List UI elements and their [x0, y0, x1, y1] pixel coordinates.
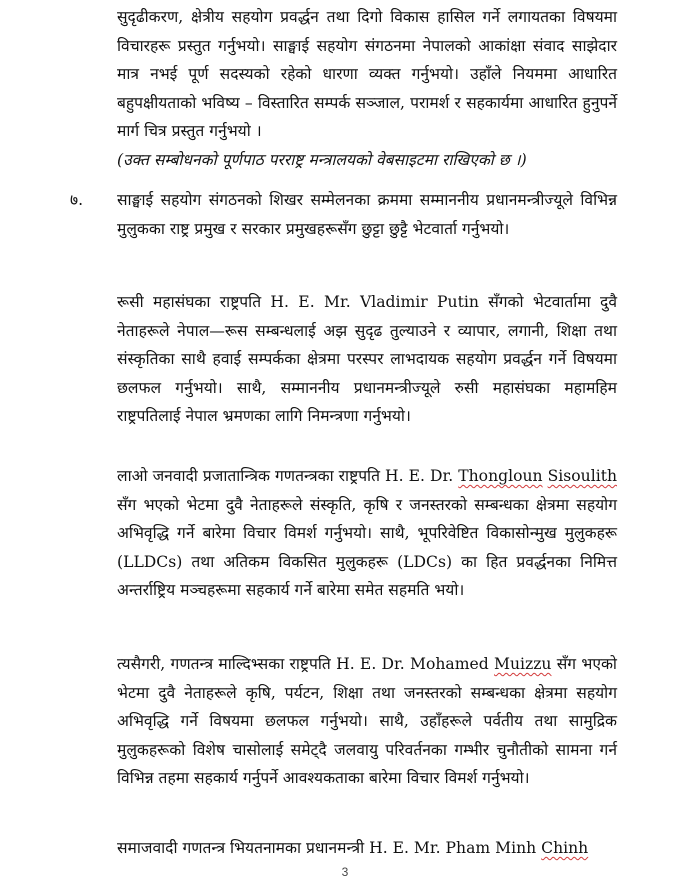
spellcheck-word: Sisoulith [547, 467, 617, 485]
paragraph-top-text: सुदृढीकरण, क्षेत्रीय सहयोग प्रवर्द्धन तथा दिगो विकास हासिल गर्ने लगायतका विषयमा विचारहरू प्रस्तुत गर्नुभयो। साङ्घाई सहयोग संगठनमा नेपालको आकांक्षा संवाद साझेदार मात्र नभई पूर्ण सदस्यको रहेको धारणा व्यक्त गर्नुभयो। उहाँले नियममा आधारित बहुपक्षीयताको भविष्य – विस्तारित सम्पर्क सञ्जाल, परामर्श र सहकार्यमा आधारित हुनुपर्ने मार्ग चित्र प्रस्तुत गर्नुभयो । [117, 8, 617, 141]
spellcheck-word: Chinh [541, 839, 589, 857]
paragraph-russia: रूसी महासंघका राष्ट्रपति H. E. Mr. Vladimir Putin सँगको भेटवार्तामा दुवै नेताहरूले नेपाल—रूस सम्बन्धलाई अझ सुदृढ तुल्याउने र व्यापार, लगानी, शिक्षा तथा संस्कृतिका साथै हवाई सम्पर्कका क्षेत्रमा परस्पर लाभदायक सहयोग प्रवर्द्धन गर्ने विषयमा छलफल गर्नुभयो। साथै, सम्माननीय प्रधानमन्त्रीज्यूले रुसी महासंघका महामहिम राष्ट्रपतिलाई नेपाल भ्रमणका लागि निमन्त्रणा गर्नुभयो। [117, 293, 617, 426]
paragraph-laos: लाओ जनवादी प्रजातान्त्रिक गणतन्त्रका राष्ट्रपति H. E. Dr. Thongloun Sisoulith सँग भएको भेटमा दुवै नेताहरूले संस्कृति, कृषि र जनस्तरको सम्बन्धका क्षेत्रमा सहयोग अभिवृद्धि गर्ने बारेमा विचार विमर्श गर्नुभयो। साथै, भूपरिवेष्टित विकासोन्मुख मुलुकहरू (LLDCs) तथा अतिकम विकसित मुलुकहरू (LDCs) का हित प्रवर्द्धनका निमित्त अन्तर्राष्ट्रिय मञ्चहरूमा सहकार्य गर्ने बारेमा समेत सहमति भयो। [117, 467, 617, 600]
paragraph-top [117, 3, 617, 146]
spellcheck-word: Thongloun [458, 467, 543, 485]
page-number: 3 [341, 865, 349, 879]
paragraph-item7-intro: साङ्घाई सहयोग संगठनको शिखर सम्मेलनका क्रममा सम्माननीय प्रधानमन्त्रीज्यूले विभिन्न मुलुकका राष्ट्र प्रमुख र सरकार प्रमुखहरूसँग छुट्टा छुट्टै भेटवार्ता गर्नुभयो। [117, 191, 617, 238]
paragraph-maldives: त्यसैगरी, गणतन्त्र माल्दिभ्सका राष्ट्रपति H. E. Dr. Mohamed Muizzu सँग भएको भेटमा दुवै नेताहरूले कृषि, पर्यटन, शिक्षा तथा जनस्तरको सम्बन्धका क्षेत्रमा सहयोग अभिवृद्धि गर्ने विषयमा छलफल गर्नुभयो। साथै, उहाँहरूले पर्वतीय तथा सामुद्रिक मुलुकहरूको विशेष चासोलाई समेट्दै जलवायु परिवर्तनका गम्भीर चुनौतीको सामना गर्न विभिन्न तहमा सहकार्य गर्नुपर्ने आवश्यकताका बारेमा विचार विमर्श गर्नुभयो। [117, 655, 617, 788]
spellcheck-word: Muizzu [494, 655, 552, 673]
statement-note: (उक्त सम्बोधनको पूर्णपाठ परराष्ट्र मन्त्रालयको वेबसाइटमा राखिएको छ ।) [117, 151, 527, 169]
paragraph-vietnam: समाजवादी गणतन्त्र भियतनामका प्रधानमन्त्री H. E. Mr. Pham Minh Chinh [117, 839, 589, 857]
item-number: ७. [70, 191, 84, 209]
